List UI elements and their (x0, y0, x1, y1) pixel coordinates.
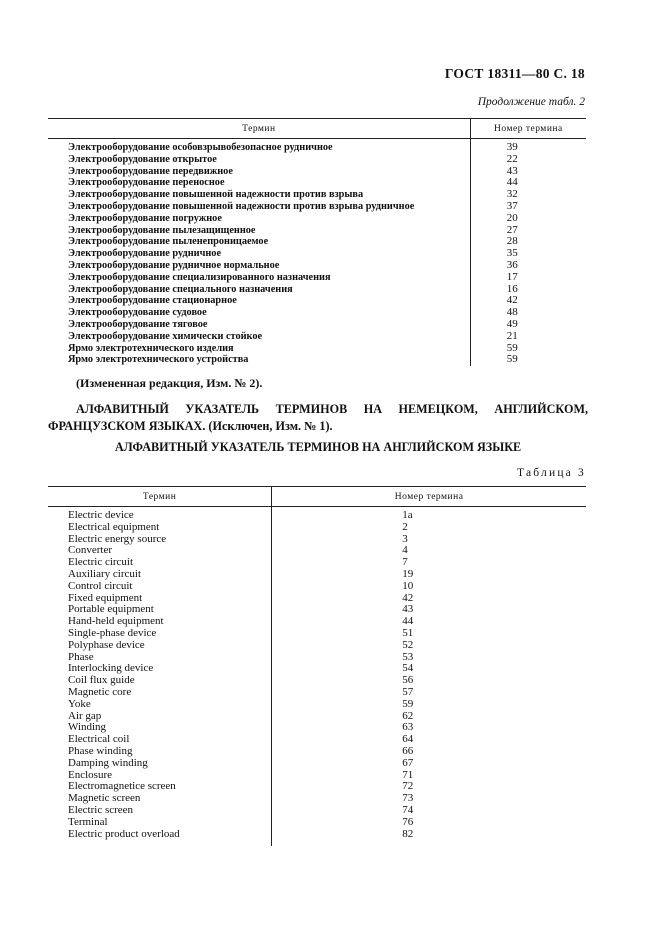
term-number-cell: 57 (272, 687, 586, 699)
table-row (48, 507, 586, 522)
term-number-cell: 4 (272, 545, 586, 557)
term-number-cell: 17 (470, 272, 586, 284)
term-cell: Phase (68, 650, 94, 663)
table-row (48, 569, 586, 581)
column-header-term: Термин (48, 487, 272, 507)
term-cell: Electric product overload (68, 827, 180, 840)
amendment-note: (Измененная редакция, Изм. № 2). (76, 376, 263, 390)
term-cell: Электрооборудование особовзрывобезопасное рудничное (68, 142, 333, 153)
table-row (48, 213, 586, 225)
table-2-body (48, 139, 586, 367)
term-cell: Phase winding (68, 744, 133, 757)
table-row (48, 829, 586, 847)
term-number-cell: 63 (272, 722, 586, 734)
term-number-cell: 62 (272, 711, 586, 723)
table-row (48, 331, 586, 343)
table-row (48, 139, 586, 154)
term-cell: Электрооборудование переносное (68, 177, 225, 189)
section-heading-english-index: АЛФАВИТНЫЙ УКАЗАТЕЛЬ ТЕРМИНОВ НА АНГЛИЙСКОМ ЯЗЫКЕ (114, 440, 522, 454)
term-cell: Electric device (68, 509, 134, 521)
table-2-russian-terms (48, 118, 586, 366)
term-number-cell: 49 (470, 319, 586, 331)
term-number-cell: 44 (470, 177, 586, 189)
term-number-cell: 53 (272, 652, 586, 664)
term-number-cell: 44 (272, 616, 586, 628)
column-header-number: Номер термина (272, 487, 586, 507)
term-number-cell: 1a (272, 507, 586, 522)
term-number-cell: 59 (470, 354, 586, 366)
term-cell: Auxiliary circuit (68, 567, 142, 580)
term-cell: Электрооборудование повышенной надежности против взрыва (68, 189, 364, 201)
table-3-english-terms (48, 486, 586, 846)
term-cell: Ярмо электротехнического изделия (68, 342, 234, 354)
column-header-number: Номер термина (470, 119, 586, 139)
table-row (48, 319, 586, 331)
term-cell: Electrical coil (68, 733, 130, 746)
term-number-cell: 28 (470, 236, 586, 248)
term-number-cell: 43 (470, 166, 586, 178)
term-cell: Электрооборудование повышенной надежности против взрыва рудничное (68, 200, 415, 212)
term-cell: Электрооборудование химически стойкое (68, 330, 263, 342)
term-cell: Control circuit (68, 579, 133, 592)
term-number-cell: 52 (272, 640, 586, 652)
table-row (48, 166, 586, 178)
term-number-cell: 71 (272, 770, 586, 782)
term-cell: Polyphase device (68, 638, 145, 651)
term-cell: Single-phase device (68, 626, 157, 639)
term-cell: Coil flux guide (68, 674, 135, 687)
term-cell: Ярмо электротехнического устройства (68, 354, 249, 366)
table-row (48, 189, 586, 201)
term-number-cell: 43 (272, 604, 586, 616)
term-cell: Электрооборудование пыленепроницаемое (68, 236, 269, 248)
table-row (48, 201, 586, 213)
table-row (48, 260, 586, 272)
term-number-cell: 67 (272, 758, 586, 770)
term-number-cell: 64 (272, 734, 586, 746)
section-heading-multilingual-index: АЛФАВИТНЫЙ УКАЗАТЕЛЬ ТЕРМИНОВ НА НЕМЕЦКОМ, АНГЛИЙСКОМ, ФРАНЦУЗСКОМ ЯЗЫКАХ. (Исключен, Изм. № 1). (48, 402, 588, 433)
table-row (48, 225, 586, 237)
term-cell: Электрооборудование рудничное нормальное (68, 259, 280, 271)
term-cell: Air gap (68, 709, 102, 722)
term-cell: Damping winding (68, 756, 148, 769)
term-cell: Converter (68, 544, 112, 557)
term-number-cell: 42 (470, 295, 586, 307)
term-number-cell: 16 (470, 284, 586, 296)
term-number-cell: 76 (272, 817, 586, 829)
term-cell: Электрооборудование погружное (68, 212, 222, 224)
table-row (48, 758, 586, 770)
term-cell: Электрооборудование специального назначения (68, 283, 293, 295)
table-header-row (48, 119, 586, 139)
table-header-row (48, 487, 586, 507)
table-row (48, 628, 586, 640)
table-row (48, 522, 586, 534)
term-cell: Portable equipment (68, 603, 154, 616)
table-row (48, 805, 586, 817)
term-number-cell: 20 (470, 213, 586, 225)
term-cell: Electromagnetice screen (68, 780, 176, 793)
term-cell: Interlocking device (68, 662, 154, 675)
term-cell: Electric circuit (68, 556, 134, 569)
table-3-label: Таблица 3 (517, 467, 586, 479)
term-number-cell: 66 (272, 746, 586, 758)
table-row (48, 699, 586, 711)
table-row (48, 534, 586, 546)
term-number-cell: 37 (470, 201, 586, 213)
table-row (48, 817, 586, 829)
term-cell: Электрооборудование стационарное (68, 295, 237, 307)
term-cell: Electrical equipment (68, 520, 160, 533)
term-cell: Электрооборудование открытое (68, 153, 217, 165)
term-number-cell: 32 (470, 189, 586, 201)
term-number-cell: 22 (470, 154, 586, 166)
table-3-body (48, 507, 586, 847)
term-number-cell: 82 (272, 829, 586, 847)
term-number-cell: 59 (470, 343, 586, 355)
term-cell: Электрооборудование специализированного назначения (68, 271, 331, 283)
table-row (48, 272, 586, 284)
term-cell: Электрооборудование судовое (68, 307, 207, 319)
document-id: ГОСТ 18311—80 С. 18 (444, 66, 585, 81)
table-continuation-label: Продолжение табл. 2 (477, 96, 585, 108)
table-row (48, 236, 586, 248)
term-number-cell: 27 (470, 225, 586, 237)
term-cell: Electric energy source (68, 532, 167, 545)
term-cell: Enclosure (68, 768, 112, 781)
table-row (48, 687, 586, 699)
table-row (48, 343, 586, 355)
term-cell: Электрооборудование рудничное (68, 248, 222, 260)
term-number-cell: 72 (272, 781, 586, 793)
term-cell: Электрооборудование тяговое (68, 318, 208, 330)
term-cell: Magnetic screen (68, 792, 141, 805)
term-cell: Fixed equipment (68, 591, 143, 604)
term-number-cell: 56 (272, 675, 586, 687)
term-number-cell: 42 (272, 593, 586, 605)
table-row (48, 248, 586, 260)
table-row (48, 154, 586, 166)
term-number-cell: 51 (272, 628, 586, 640)
term-number-cell: 36 (470, 260, 586, 272)
term-number-cell: 7 (272, 557, 586, 569)
term-number-cell: 73 (272, 793, 586, 805)
table-row (48, 307, 586, 319)
table-row (48, 640, 586, 652)
column-header-term: Термин (48, 119, 470, 139)
table-row (48, 746, 586, 758)
table-row (48, 581, 586, 593)
term-number-cell: 39 (470, 139, 586, 154)
term-cell: Magnetic core (68, 685, 132, 698)
term-cell: Electric screen (68, 803, 134, 816)
term-number-cell: 59 (272, 699, 586, 711)
table-row (48, 295, 586, 307)
table-row (48, 284, 586, 296)
term-number-cell: 35 (470, 248, 586, 260)
term-number-cell: 74 (272, 805, 586, 817)
term-number-cell: 19 (272, 569, 586, 581)
term-number-cell: 54 (272, 663, 586, 675)
table-row (48, 177, 586, 189)
term-number-cell: 10 (272, 581, 586, 593)
term-cell: Электрооборудование передвижное (68, 165, 233, 177)
term-number-cell: 2 (272, 522, 586, 534)
term-number-cell: 21 (470, 331, 586, 343)
term-number-cell: 48 (470, 307, 586, 319)
table-row (48, 711, 586, 723)
term-cell: Электрооборудование пылезащищенное (68, 224, 256, 236)
term-cell: Terminal (68, 815, 108, 828)
table-row (48, 354, 586, 366)
term-cell: Yoke (68, 697, 91, 710)
term-number-cell: 3 (272, 534, 586, 546)
term-cell: Winding (68, 721, 107, 734)
term-cell: Hand-held equipment (68, 615, 164, 628)
